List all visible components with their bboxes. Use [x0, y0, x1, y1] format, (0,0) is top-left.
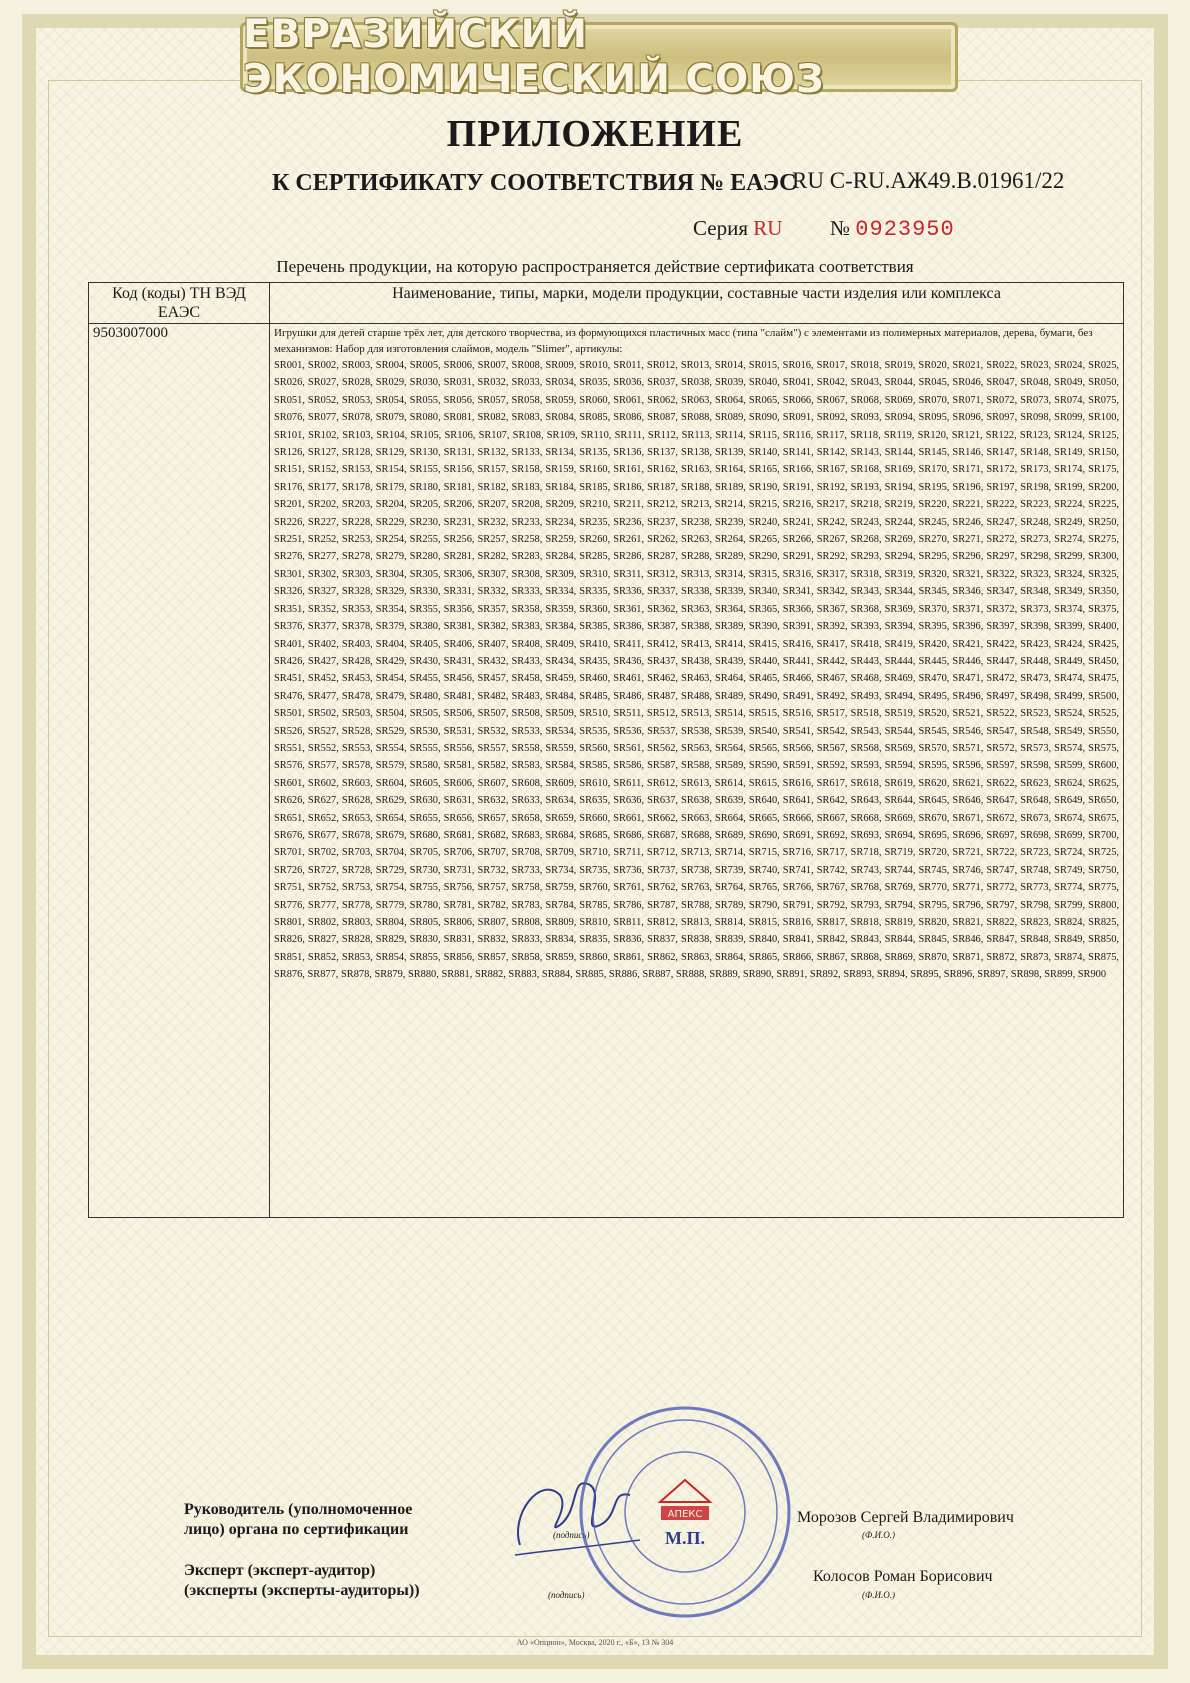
product-table	[88, 282, 1124, 1218]
head-label	[184, 1500, 412, 1540]
fio-caption-1: (Ф.И.О.)	[862, 1530, 895, 1540]
product-description: Игрушки для детей старше трёх лет, для детского творчества, из формующихся пластичных масс (типа "слайм") с элементами из полимерных материалов, дерева, бумаги, без механизмов: Набор для изготовления слаймов, модель "Slimer", артикулы:	[274, 327, 1093, 355]
stamp-mp: М.П.	[665, 1528, 705, 1548]
expert-label-line2: (эксперты (эксперты-аудиторы))	[184, 1582, 420, 1599]
number-value: 0923950	[855, 217, 955, 242]
table-row	[89, 324, 1124, 1218]
cert-number: RU C-RU.АЖ49.В.01961/22	[792, 168, 1065, 193]
article-list: SR001, SR002, SR003, SR004, SR005, SR006, SR007, SR008, SR009, SR010, SR011, SR012, SR013, SR014, SR015, SR016, SR017, SR018, SR019, SR020, SR021, SR022, SR023, SR024, SR025, SR026, SR027, SR028, SR029, SR030, SR031, SR032, SR033, SR034, SR035, SR036, SR037, SR038, SR039, SR040, SR041, SR042, SR043, SR044, SR045, SR046, SR047, SR048, SR049, SR050, SR051, SR052, SR053, SR054, SR055, SR056, SR057, SR058, SR059, SR060, SR061, SR062, SR063, SR064, SR065, SR066, SR067, SR068, SR069, SR070, SR071, SR072, SR073, SR074, SR075, SR076, SR077, SR078, SR079, SR080, SR081, SR082, SR083, SR084, SR085, SR086, SR087, SR088, SR089, SR090, SR091, SR092, SR093, SR094, SR095, SR096, SR097, SR098, SR099, SR100, SR101, SR102, SR103, SR104, SR105, SR106, SR107, SR108, SR109, SR110, SR111, SR112, SR113, SR114, SR115, SR116, SR117, SR118, SR119, SR120, SR121, SR122, SR123, SR124, SR125, SR126, SR127, SR128, SR129, SR130, SR131, SR132, SR133, SR134, SR135, SR136, SR137, SR138, SR139, SR140, SR141, SR142, SR143, SR144, SR145, SR146, SR147, SR148, SR149, SR150, SR151, SR152, SR153, SR154, SR155, SR156, SR157, SR158, SR159, SR160, SR161, SR162, SR163, SR164, SR165, SR166, SR167, SR168, SR169, SR170, SR171, SR172, SR173, SR174, SR175, SR176, SR177, SR178, SR179, SR180, SR181, SR182, SR183, SR184, SR185, SR186, SR187, SR188, SR189, SR190, SR191, SR192, SR193, SR194, SR195, SR196, SR197, SR198, SR199, SR200, SR201, SR202, SR203, SR204, SR205, SR206, SR207, SR208, SR209, SR210, SR211, SR212, SR213, SR214, SR215, SR216, SR217, SR218, SR219, SR220, SR221, SR222, SR223, SR224, SR225, SR226, SR227, SR228, SR229, SR230, SR231, SR232, SR233, SR234, SR235, SR236, SR237, SR238, SR239, SR240, SR241, SR242, SR243, SR244, SR245, SR246, SR247, SR248, SR249, SR250, SR251, SR252, SR253, SR254, SR255, SR256, SR257, SR258, SR259, SR260, SR261, SR262, SR263, SR264, SR265, SR266, SR267, SR268, SR269, SR270, SR271, SR272, SR273, SR274, SR275, SR276, SR277, SR278, SR279, SR280, SR281, SR282, SR283, SR284, SR285, SR286, SR287, SR288, SR289, SR290, SR291, SR292, SR293, SR294, SR295, SR296, SR297, SR298, SR299, SR300, SR301, SR302, SR303, SR304, SR305, SR306, SR307, SR308, SR309, SR310, SR311, SR312, SR313, SR314, SR315, SR316, SR317, SR318, SR319, SR320, SR321, SR322, SR323, SR324, SR325, SR326, SR327, SR328, SR329, SR330, SR331, SR332, SR333, SR334, SR335, SR336, SR337, SR338, SR339, SR340, SR341, SR342, SR343, SR344, SR345, SR346, SR347, SR348, SR349, SR350, SR351, SR352, SR353, SR354, SR355, SR356, SR357, SR358, SR359, SR360, SR361, SR362, SR363, SR364, SR365, SR366, SR367, SR368, SR369, SR370, SR371, SR372, SR373, SR374, SR375, SR376, SR377, SR378, SR379, SR380, SR381, SR382, SR383, SR384, SR385, SR386, SR387, SR388, SR389, SR390, SR391, SR392, SR393, SR394, SR395, SR396, SR397, SR398, SR399, SR400, SR401, SR402, SR403, SR404, SR405, SR406, SR407, SR408, SR409, SR410, SR411, SR412, SR413, SR414, SR415, SR416, SR417, SR418, SR419, SR420, SR421, SR422, SR423, SR424, SR425, SR426, SR427, SR428, SR429, SR430, SR431, SR432, SR433, SR434, SR435, SR436, SR437, SR438, SR439, SR440, SR441, SR442, SR443, SR444, SR445, SR446, SR447, SR448, SR449, SR450, SR451, SR452, SR453, SR454, SR455, SR456, SR457, SR458, SR459, SR460, SR461, SR462, SR463, SR464, SR465, SR466, SR467, SR468, SR469, SR470, SR471, SR472, SR473, SR474, SR475, SR476, SR477, SR478, SR479, SR480, SR481, SR482, SR483, SR484, SR485, SR486, SR487, SR488, SR489, SR490, SR491, SR492, SR493, SR494, SR495, SR496, SR497, SR498, SR499, SR500, SR501, SR502, SR503, SR504, SR505, SR506, SR507, SR508, SR509, SR510, SR511, SR512, SR513, SR514, SR515, SR516, SR517, SR518, SR519, SR520, SR521, SR522, SR523, SR524, SR525, SR526, SR527, SR528, SR529, SR530, SR531, SR532, SR533, SR534, SR535, SR536, SR537, SR538, SR539, SR540, SR541, SR542, SR543, SR544, SR545, SR546, SR547, SR548, SR549, SR550, SR551, SR552, SR553, SR554, SR555, SR556, SR557, SR558, SR559, SR560, SR561, SR562, SR563, SR564, SR565, SR566, SR567, SR568, SR569, SR570, SR571, SR572, SR573, SR574, SR575, SR576, SR577, SR578, SR579, SR580, SR581, SR582, SR583, SR584, SR585, SR586, SR587, SR588, SR589, SR590, SR591, SR592, SR593, SR594, SR595, SR596, SR597, SR598, SR599, SR600, SR601, SR602, SR603, SR604, SR605, SR606, SR607, SR608, SR609, SR610, SR611, SR612, SR613, SR614, SR615, SR616, SR617, SR618, SR619, SR620, SR621, SR622, SR623, SR624, SR625, SR626, SR627, SR628, SR629, SR630, SR631, SR632, SR633, SR634, SR635, SR636, SR637, SR638, SR639, SR640, SR641, SR642, SR643, SR644, SR645, SR646, SR647, SR648, SR649, SR650, SR651, SR652, SR653, SR654, SR655, SR656, SR657, SR658, SR659, SR660, SR661, SR662, SR663, SR664, SR665, SR666, SR667, SR668, SR669, SR670, SR671, SR672, SR673, SR674, SR675, SR676, SR677, SR678, SR679, SR680, SR681, SR682, SR683, SR684, SR685, SR686, SR687, SR688, SR689, SR690, SR691, SR692, SR693, SR694, SR695, SR696, SR697, SR698, SR699, SR700, SR701, SR702, SR703, SR704, SR705, SR706, SR707, SR708, SR709, SR710, SR711, SR712, SR713, SR714, SR715, SR716, SR717, SR718, SR719, SR720, SR721, SR722, SR723, SR724, SR725, SR726, SR727, SR728, SR729, SR730, SR731, SR732, SR733, SR734, SR735, SR736, SR737, SR738, SR739, SR740, SR741, SR742, SR743, SR744, SR745, SR746, SR747, SR748, SR749, SR750, SR751, SR752, SR753, SR754, SR755, SR756, SR757, SR758, SR759, SR760, SR761, SR762, SR763, SR764, SR765, SR766, SR767, SR768, SR769, SR770, SR771, SR772, SR773, SR774, SR775, SR776, SR777, SR778, SR779, SR780, SR781, SR782, SR783, SR784, SR785, SR786, SR787, SR788, SR789, SR790, SR791, SR792, SR793, SR794, SR795, SR796, SR797, SR798, SR799, SR800, SR801, SR802, SR803, SR804, SR805, SR806, SR807, SR808, SR809, SR810, SR811, SR812, SR813, SR814, SR815, SR816, SR817, SR818, SR819, SR820, SR821, SR822, SR823, SR824, SR825, SR826, SR827, SR828, SR829, SR830, SR831, SR832, SR833, SR834, SR835, SR836, SR837, SR838, SR839, SR840, SR841, SR842, SR843, SR844, SR845, SR846, SR847, SR848, SR849, SR850, SR851, SR852, SR853, SR854, SR855, SR856, SR857, SR858, SR859, SR860, SR861, SR862, SR863, SR864, SR865, SR866, SR867, SR868, SR869, SR870, SR871, SR872, SR873, SR874, SR875, SR876, SR877, SR878, SR879, SR880, SR881, SR882, SR883, SR884, SR885, SR886, SR887, SR888, SR889, SR890, SR891, SR892, SR893, SR894, SR895, SR896, SR897, SR898, SR899, SR900	[274, 360, 1119, 981]
series	[693, 216, 782, 241]
col-code-header: Код (коды) ТН ВЭД ЕАЭС	[89, 283, 270, 324]
cert-label: К СЕРТИФИКАТУ СООТВЕТСТВИЯ № ЕАЭС	[272, 170, 797, 196]
expert-name: Колосов Роман Борисович	[813, 1568, 993, 1585]
page-title: ПРИЛОЖЕНИЕ	[446, 113, 744, 155]
list-caption: Перечень продукции, на которую распространяется действие сертификата соответствия	[276, 257, 914, 276]
blank-number	[830, 216, 955, 242]
series-value: RU	[753, 216, 783, 240]
union-banner	[240, 12, 958, 102]
stamp-brand: АПЕКС	[667, 1509, 703, 1520]
series-label: Серия	[693, 216, 748, 240]
signature-caption-1: (подпись)	[553, 1530, 590, 1540]
union-title: ЕВРАЗИЙСКИЙ ЭКОНОМИЧЕСКИЙ СОЮЗ	[243, 12, 825, 102]
printer-footer: АО «Опцион», Москва, 2020 г., «Б», 13 № 304	[516, 1638, 674, 1647]
product-description-cell	[270, 324, 1124, 1218]
fio-caption-2: (Ф.И.О.)	[862, 1590, 895, 1600]
expert-label	[184, 1561, 420, 1601]
stamp-seal	[575, 1402, 795, 1622]
head-name: Морозов Сергей Владимирович	[797, 1509, 1014, 1526]
tnved-code: 9503007000	[89, 324, 270, 1218]
signature-caption-2: (подпись)	[548, 1590, 585, 1600]
expert-label-line1: Эксперт (эксперт-аудитор)	[184, 1562, 376, 1579]
number-label: №	[830, 216, 851, 240]
head-label-line2: лицо) органа по сертификации	[184, 1521, 409, 1538]
col-name-header: Наименование, типы, марки, модели продукции, составные части изделия или комплекса	[270, 283, 1124, 324]
head-label-line1: Руководитель (уполномоченное	[184, 1501, 413, 1518]
table-header-row	[89, 283, 1124, 324]
